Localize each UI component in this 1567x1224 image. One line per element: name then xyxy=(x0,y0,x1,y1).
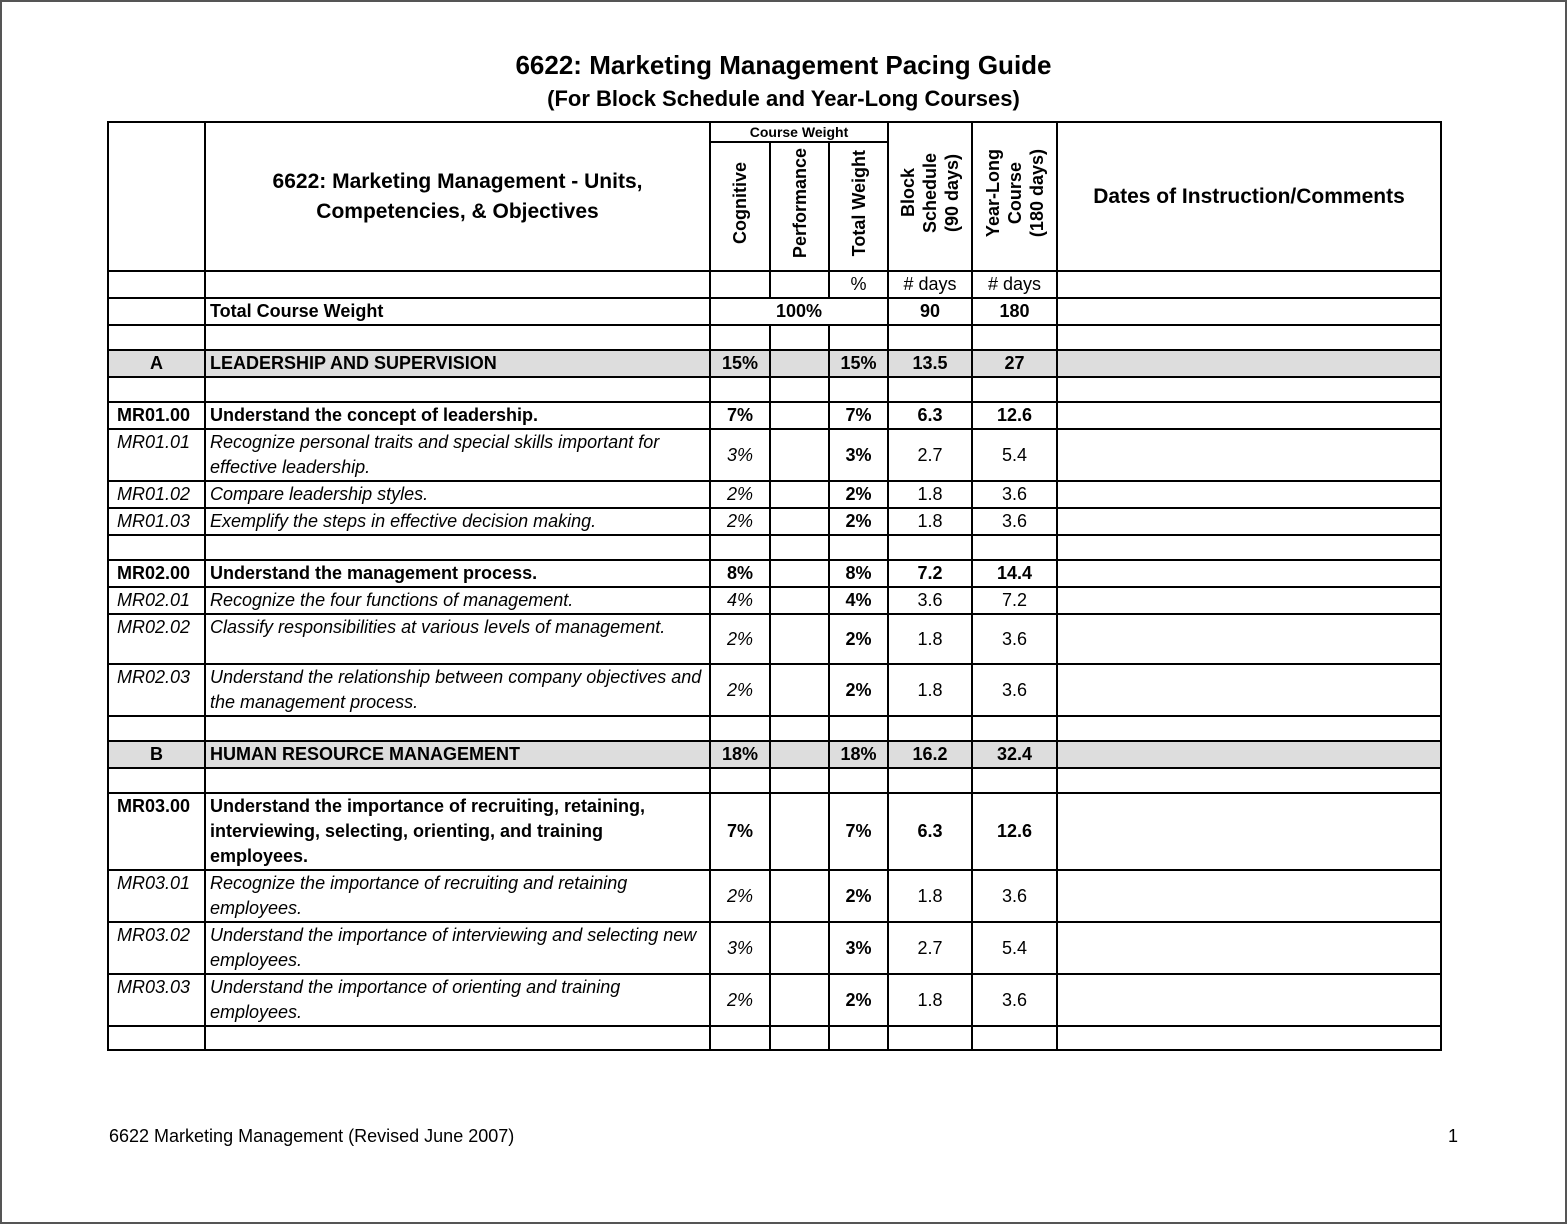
empty-cell xyxy=(108,1026,205,1050)
cell-total: 18% xyxy=(829,741,888,768)
block-schedule-header xyxy=(888,122,972,271)
cell-year: 27 xyxy=(972,350,1057,377)
empty-cell xyxy=(1057,1026,1441,1050)
spacer-row xyxy=(108,1026,1441,1050)
empty-cell xyxy=(205,535,710,560)
cell-cog: 4% xyxy=(710,587,770,614)
cell-total: 2% xyxy=(829,974,888,1026)
cell-block: 7.2 xyxy=(888,560,972,587)
days-unit-year: # days xyxy=(972,271,1057,298)
empty-cell xyxy=(972,535,1057,560)
header-blank-cell xyxy=(108,122,205,271)
empty-cell xyxy=(829,535,888,560)
competency-row xyxy=(108,560,1441,587)
empty-cell xyxy=(205,1026,710,1050)
cell-desc: Understand the concept of leadership. xyxy=(205,402,710,429)
cell-comments xyxy=(1057,560,1441,587)
total-comments xyxy=(1057,298,1441,325)
pacing-guide-table xyxy=(107,121,1442,1051)
cell-block: 1.8 xyxy=(888,974,972,1026)
performance-header-text: Performance xyxy=(789,147,810,259)
empty-cell xyxy=(829,768,888,793)
units-header-line-2: Competencies, & Objectives xyxy=(316,199,599,223)
cell-year: 12.6 xyxy=(972,402,1057,429)
empty-cell xyxy=(205,716,710,741)
empty-cell xyxy=(888,535,972,560)
empty-cell xyxy=(888,768,972,793)
footer-text: 6622 Marketing Management (Revised June 2007) xyxy=(109,1126,515,1146)
empty-cell xyxy=(770,1026,829,1050)
cell-cog: 15% xyxy=(710,350,770,377)
objective-row xyxy=(108,481,1441,508)
cell-comments xyxy=(1057,350,1441,377)
cell-perf xyxy=(770,922,829,974)
units-cell xyxy=(710,271,770,298)
cell-cog: 2% xyxy=(710,974,770,1026)
empty-cell xyxy=(972,716,1057,741)
cell-year: 32.4 xyxy=(972,741,1057,768)
cell-comments xyxy=(1057,614,1441,664)
competency-row xyxy=(108,402,1441,429)
spacer-row xyxy=(108,535,1441,560)
total-year: 180 xyxy=(972,298,1057,325)
cell-total: 2% xyxy=(829,481,888,508)
cell-code: MR03.02 xyxy=(108,922,205,974)
cell-comments xyxy=(1057,508,1441,535)
empty-cell xyxy=(829,377,888,402)
table-body xyxy=(108,325,1441,1050)
cell-perf xyxy=(770,614,829,664)
cell-block: 6.3 xyxy=(888,793,972,870)
empty-cell xyxy=(972,768,1057,793)
cell-desc: HUMAN RESOURCE MANAGEMENT xyxy=(205,741,710,768)
empty-cell xyxy=(205,768,710,793)
empty-cell xyxy=(770,768,829,793)
block-header-line-1: Block xyxy=(898,168,919,218)
cell-perf xyxy=(770,429,829,481)
empty-cell xyxy=(710,768,770,793)
objective-row xyxy=(108,508,1441,535)
empty-cell xyxy=(1057,325,1441,350)
cell-total: 15% xyxy=(829,350,888,377)
cell-desc: Recognize the importance of recruiting and retaining employees. xyxy=(205,870,710,922)
cell-block: 13.5 xyxy=(888,350,972,377)
empty-cell xyxy=(205,377,710,402)
units-cell xyxy=(770,271,829,298)
unit-row xyxy=(108,350,1441,377)
cell-comments xyxy=(1057,481,1441,508)
empty-cell xyxy=(972,325,1057,350)
cell-desc: Understand the relationship between company objectives and the management process. xyxy=(205,664,710,716)
total-weight-header xyxy=(829,142,888,271)
objective-row xyxy=(108,922,1441,974)
cell-year: 3.6 xyxy=(972,974,1057,1026)
cell-code: MR03.01 xyxy=(108,870,205,922)
cell-comments xyxy=(1057,587,1441,614)
empty-cell xyxy=(108,325,205,350)
empty-cell xyxy=(829,325,888,350)
empty-cell xyxy=(108,377,205,402)
year-header-line-3: (180 days) xyxy=(1026,148,1047,238)
total-blank xyxy=(108,298,205,325)
empty-cell xyxy=(770,535,829,560)
cell-desc: Understand the management process. xyxy=(205,560,710,587)
cognitive-header xyxy=(710,142,770,271)
spacer-row xyxy=(108,325,1441,350)
empty-cell xyxy=(770,325,829,350)
cell-perf xyxy=(770,664,829,716)
empty-cell xyxy=(710,716,770,741)
cell-cog: 7% xyxy=(710,402,770,429)
cell-total: 2% xyxy=(829,664,888,716)
empty-cell xyxy=(888,325,972,350)
objective-row xyxy=(108,870,1441,922)
empty-cell xyxy=(108,768,205,793)
cell-code: MR02.02 xyxy=(108,614,205,664)
cell-year: 3.6 xyxy=(972,664,1057,716)
cell-block: 1.8 xyxy=(888,508,972,535)
empty-cell xyxy=(888,716,972,741)
empty-cell xyxy=(108,716,205,741)
empty-cell xyxy=(1057,535,1441,560)
cell-desc: Classify responsibilities at various levels of management. xyxy=(205,614,710,664)
empty-cell xyxy=(829,716,888,741)
block-header-line-3: (90 days) xyxy=(942,153,963,233)
cell-block: 2.7 xyxy=(888,922,972,974)
year-header-line-2: Course xyxy=(1004,162,1025,225)
cell-comments xyxy=(1057,429,1441,481)
cell-code: MR02.01 xyxy=(108,587,205,614)
objective-row xyxy=(108,974,1441,1026)
competency-row xyxy=(108,793,1441,870)
performance-header xyxy=(770,142,829,271)
empty-cell xyxy=(710,1026,770,1050)
empty-cell xyxy=(108,535,205,560)
block-header-line-2: Schedule xyxy=(920,152,941,234)
units-header-line-1: 6622: Marketing Management - Units, xyxy=(272,169,643,193)
cell-cog: 3% xyxy=(710,429,770,481)
empty-cell xyxy=(1057,377,1441,402)
cell-total: 3% xyxy=(829,922,888,974)
cell-block: 1.8 xyxy=(888,614,972,664)
cell-year: 5.4 xyxy=(972,922,1057,974)
page-subtitle: (For Block Schedule and Year-Long Courses) xyxy=(547,86,1020,111)
cell-code: MR01.03 xyxy=(108,508,205,535)
empty-cell xyxy=(888,1026,972,1050)
cell-total: 7% xyxy=(829,402,888,429)
cell-year: 5.4 xyxy=(972,429,1057,481)
cell-total: 4% xyxy=(829,587,888,614)
empty-cell xyxy=(972,1026,1057,1050)
cell-year: 12.6 xyxy=(972,793,1057,870)
cell-code: MR01.00 xyxy=(108,402,205,429)
cell-code: MR01.02 xyxy=(108,481,205,508)
unit-row xyxy=(108,741,1441,768)
cell-code: MR03.03 xyxy=(108,974,205,1026)
year-header-line-1: Year-Long xyxy=(982,149,1003,238)
cell-comments xyxy=(1057,793,1441,870)
cell-desc: Understand the importance of orienting and training employees. xyxy=(205,974,710,1026)
cell-total: 7% xyxy=(829,793,888,870)
cell-perf xyxy=(770,974,829,1026)
cell-code: A xyxy=(108,350,205,377)
cell-year: 3.6 xyxy=(972,614,1057,664)
cognitive-header-text: Cognitive xyxy=(730,161,750,244)
objective-row xyxy=(108,587,1441,614)
cell-cog: 2% xyxy=(710,664,770,716)
spacer-row xyxy=(108,716,1441,741)
cell-total: 3% xyxy=(829,429,888,481)
empty-cell xyxy=(972,377,1057,402)
cell-total: 2% xyxy=(829,870,888,922)
cell-cog: 3% xyxy=(710,922,770,974)
empty-cell xyxy=(770,716,829,741)
cell-desc: Exemplify the steps in effective decision making. xyxy=(205,508,710,535)
cell-total: 2% xyxy=(829,508,888,535)
cell-year: 3.6 xyxy=(972,870,1057,922)
cell-cog: 18% xyxy=(710,741,770,768)
cell-block: 3.6 xyxy=(888,587,972,614)
total-block: 90 xyxy=(888,298,972,325)
cell-comments xyxy=(1057,741,1441,768)
units-cell xyxy=(1057,271,1441,298)
cell-comments xyxy=(1057,402,1441,429)
empty-cell xyxy=(770,377,829,402)
total-row xyxy=(108,298,1441,325)
empty-cell xyxy=(1057,768,1441,793)
course-weight-header: Course Weight xyxy=(710,122,888,142)
empty-cell xyxy=(829,1026,888,1050)
cell-desc: Compare leadership styles. xyxy=(205,481,710,508)
units-cell xyxy=(205,271,710,298)
cell-perf xyxy=(770,402,829,429)
cell-perf xyxy=(770,350,829,377)
empty-cell xyxy=(710,535,770,560)
cell-perf xyxy=(770,793,829,870)
cell-code: B xyxy=(108,741,205,768)
cell-year: 7.2 xyxy=(972,587,1057,614)
total-weight: 100% xyxy=(710,298,888,325)
total-label: Total Course Weight xyxy=(205,298,710,325)
cell-desc: LEADERSHIP AND SUPERVISION xyxy=(205,350,710,377)
objective-row xyxy=(108,664,1441,716)
cell-cog: 2% xyxy=(710,870,770,922)
cell-comments xyxy=(1057,922,1441,974)
empty-cell xyxy=(205,325,710,350)
cell-code: MR02.00 xyxy=(108,560,205,587)
cell-cog: 2% xyxy=(710,614,770,664)
cell-block: 1.8 xyxy=(888,870,972,922)
units-cell xyxy=(108,271,205,298)
cell-comments xyxy=(1057,664,1441,716)
cell-total: 8% xyxy=(829,560,888,587)
cell-code: MR03.00 xyxy=(108,793,205,870)
page-title: 6622: Marketing Management Pacing Guide xyxy=(515,50,1052,80)
cell-perf xyxy=(770,587,829,614)
empty-cell xyxy=(710,325,770,350)
cell-desc: Recognize personal traits and special skills important for effective leadership. xyxy=(205,429,710,481)
empty-cell xyxy=(1057,716,1441,741)
cell-desc: Understand the importance of recruiting, retaining, interviewing, selecting, orienting, and training employees. xyxy=(205,793,710,870)
cell-block: 6.3 xyxy=(888,402,972,429)
objective-row xyxy=(108,429,1441,481)
cell-comments xyxy=(1057,974,1441,1026)
empty-cell xyxy=(888,377,972,402)
cell-cog: 2% xyxy=(710,508,770,535)
cell-total: 2% xyxy=(829,614,888,664)
cell-desc: Recognize the four functions of management. xyxy=(205,587,710,614)
cell-block: 1.8 xyxy=(888,481,972,508)
empty-cell xyxy=(710,377,770,402)
cell-block: 16.2 xyxy=(888,741,972,768)
cell-cog: 7% xyxy=(710,793,770,870)
comments-header: Dates of Instruction/Comments xyxy=(1057,122,1441,271)
cell-comments xyxy=(1057,870,1441,922)
cell-perf xyxy=(770,870,829,922)
year-long-header xyxy=(972,122,1057,271)
spacer-row xyxy=(108,768,1441,793)
cell-perf xyxy=(770,741,829,768)
objective-row xyxy=(108,614,1441,664)
spacer-row xyxy=(108,377,1441,402)
units-row xyxy=(108,271,1441,298)
units-header xyxy=(205,122,710,271)
cell-block: 1.8 xyxy=(888,664,972,716)
cell-perf xyxy=(770,508,829,535)
cell-year: 14.4 xyxy=(972,560,1057,587)
cell-desc: Understand the importance of interviewing and selecting new employees. xyxy=(205,922,710,974)
header-row-top xyxy=(108,122,1441,142)
cell-code: MR01.01 xyxy=(108,429,205,481)
days-unit-block: # days xyxy=(888,271,972,298)
page-number: 1 xyxy=(1448,1126,1459,1146)
total-weight-header-text: Total Weight xyxy=(848,149,869,257)
cell-block: 2.7 xyxy=(888,429,972,481)
cell-perf xyxy=(770,481,829,508)
cell-perf xyxy=(770,560,829,587)
cell-year: 3.6 xyxy=(972,481,1057,508)
cell-year: 3.6 xyxy=(972,508,1057,535)
cell-cog: 2% xyxy=(710,481,770,508)
cell-cog: 8% xyxy=(710,560,770,587)
pct-unit: % xyxy=(829,271,888,298)
cell-code: MR02.03 xyxy=(108,664,205,716)
